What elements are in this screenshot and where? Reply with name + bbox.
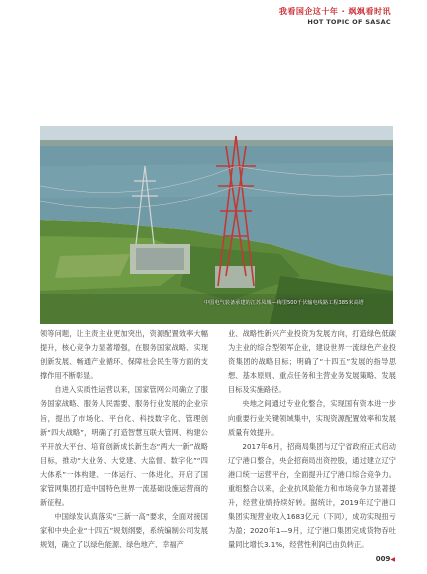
page-number	[376, 555, 395, 563]
paragraph: 自进入实质性运营以来，国家管网公司确立了服务国家战略、服务人民需要、服务行业发展的企业宗旨，提出了市场化、平台化、科技数字化、管理创新“四大战略”，明确了打造智慧互联大管网、构建公平开放大平台、培育创新成长新生态“两大一新”战略目标，推动“大业务、大党建、大监督、数字化”“四大体系”一体构建、一体运行、一体进化，开启了国家管网集团打造中国特色世界一流基础设施运营商的新征程。	[40, 385, 208, 508]
paragraph: 领等问题，让主责主业更加突出，资源配置效率大幅提升，核心竞争力显著增强，在服务国家战略、实现创新发展、畅通产业循环、保障社会民生等方面的支撑作用不断彰显。	[40, 329, 208, 381]
left-text-column	[40, 327, 208, 553]
photo-caption: 中国电气装备承建的江苏凤城—梅里500千伏输电线路工程385米高塔	[204, 300, 364, 306]
section-header	[279, 6, 391, 26]
section-title-cn: 我看国企这十年 · 飒飒看时讯	[278, 7, 391, 16]
power-tower-photo	[40, 126, 393, 324]
page-number-text: 009	[375, 555, 391, 563]
paragraph: 中国绿发认真落实“三新一高”要求，全面对接国家和中央企业“十四五”规划纲要，系统编制公司发展规划，确立了以绿色能源、绿色地产、幸福产	[40, 512, 208, 550]
triangle-icon: ◀	[390, 556, 395, 563]
paragraph: 2017年6月，招商局集团与辽宁省政府正式启动辽宁港口整合，央企招商局出资控股，通过建立辽宁港口统一运营平台，全面提升辽宁港口综合竞争力。重组整合以来，企业抗风险能力和市场竞争力显著提升，经营业绩持续好转。据统计，2019年辽宁港口集团实现营业收入1683亿元（下同），成功实现扭亏为盈；2020年1—9月，辽宁港口集团完成货物吞吐量同比增长3.1%，经营性利润已由负转正。	[228, 441, 396, 550]
paragraph: 业、战略性新兴产业投资为发展方向，打造绿色低碳为主业的综合型领军企业，建设世界一流绿色产业投资集团的战略目标；明确了“十四五”发展的指导思想、基本原则、重点任务和主营业务发展策略、发展目标及实施路径。	[228, 329, 396, 395]
right-text-column	[228, 327, 396, 553]
aerial-river-landscape	[40, 126, 393, 324]
section-title-en: HOT TOPIC OF SASAC	[307, 18, 391, 26]
paragraph: 央地之间通过专业化整合，实现国有资本进一步向重要行业关键领域集中，实现资源配置效率和发展质量有效提升。	[228, 399, 396, 437]
